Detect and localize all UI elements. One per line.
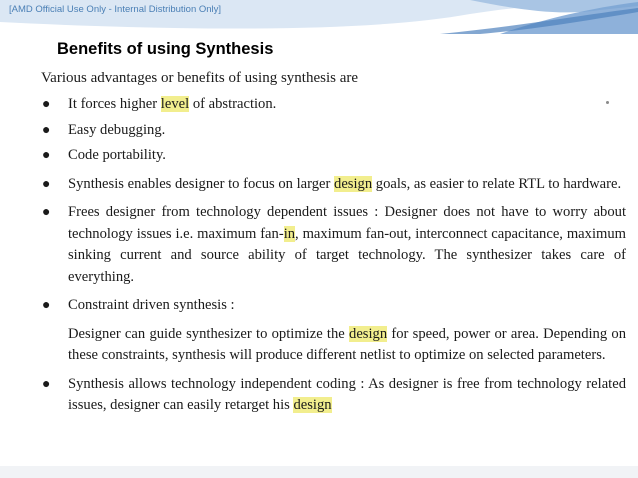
item-subtext: Designer can guide synthesizer to optimize the design for speed, power or area. Depending on these constraints, synthesis will produce different netlist to optimize on selected parameters. <box>68 325 626 363</box>
item-text: Frees designer from technology dependent issues : Designer does not have to worry about technology issues i.e. maximum fan-in, maximum fan-out, interconnect capacitance, maximum sinking current and source ability of target technology. The synthesizer takes care of everything. <box>68 204 626 285</box>
bullet-icon: ● <box>42 176 51 192</box>
highlighted-word: design <box>293 397 332 413</box>
benefits-list <box>41 94 626 417</box>
page-title: Benefits of using Synthesis <box>57 40 274 58</box>
highlighted-word: level <box>160 96 190 112</box>
bullet-icon: ● <box>42 122 51 138</box>
item-text: Synthesis allows technology independent coding : As designer is free from technology related issues, designer can easily retarget his design <box>68 375 626 413</box>
classification-label: [AMD Official Use Only - Internal Distribution Only] <box>9 4 222 15</box>
bullet-icon: ● <box>42 376 51 392</box>
item-text: It forces higher level of abstraction. <box>68 96 277 112</box>
list-item <box>41 120 626 142</box>
item-text: Synthesis enables designer to focus on larger design goals, as easier to relate RTL to hardware. <box>68 175 622 192</box>
item-text: Code portability. <box>68 147 166 163</box>
item-text: Easy debugging. <box>68 121 166 138</box>
list-item <box>41 145 626 167</box>
list-item <box>41 374 626 417</box>
highlighted-word: in <box>283 225 296 242</box>
list-item <box>41 295 626 367</box>
highlighted-word: design <box>349 325 388 342</box>
footer-band <box>0 466 638 478</box>
highlighted-word: design <box>334 175 373 192</box>
item-text: Constraint driven synthesis : <box>68 297 235 313</box>
bullet-icon: ● <box>42 298 51 313</box>
list-item <box>41 174 626 196</box>
list-item <box>41 202 626 288</box>
bullet-icon: ● <box>42 97 51 112</box>
bullet-icon: ● <box>42 205 51 220</box>
intro-text: Various advantages or benefits of using synthesis are <box>41 70 359 86</box>
bullet-icon: ● <box>42 148 51 163</box>
list-item <box>41 94 626 116</box>
